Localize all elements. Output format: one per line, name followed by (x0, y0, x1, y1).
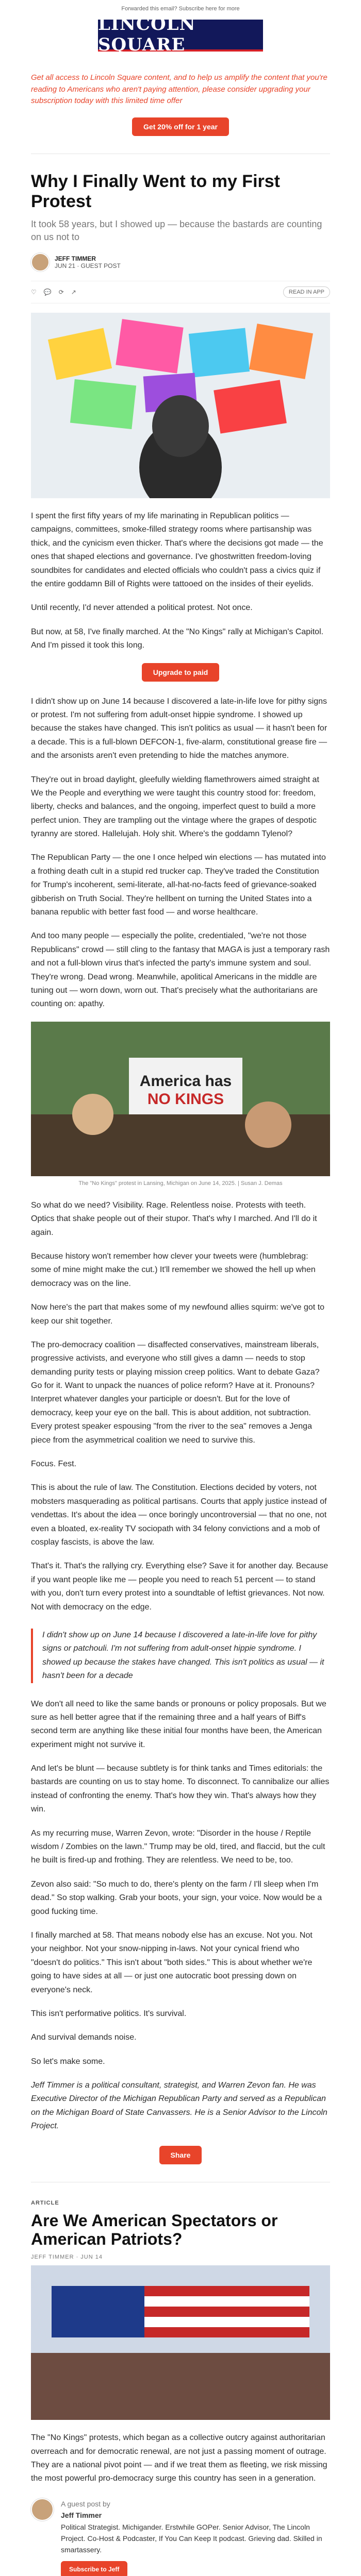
svg-text:America has: America has (139, 1072, 232, 1090)
paragraph: Zevon also said: "So much to do, there's plenty on the farm / I'll sleep when I'm dead." So stop walking. Grab your boots, your sign, your voice. Now would be a good fucking time. (31, 1879, 322, 1916)
brand-logo[interactable]: LINCOLN SQUARE (98, 20, 263, 52)
paragraph: Focus. Fest. (31, 1460, 77, 1469)
paragraph: As my recurring muse, Warren Zevon, wrote: "Disorder in the house / Reptile wisdom / Zombies on the lawn." Trump may be old, tired, and flaccid, but the cult he built is fired-up and frothing. They are relentless. We need to be, too. (31, 1828, 325, 1865)
article-subtitle: It took 58 years, but I showed up — because the bastards are counting on us not to (31, 218, 322, 242)
flags-photo (31, 2265, 330, 2420)
paragraph: The Republican Party — the one I once helped win elections — has mutated into a frothing death cult in a stupid red trucker cap. They've traded the Constitution for Trump's incoherent, semi-literate, all-hat-no-facts feed of grievance-soaked gibberish on Truth Social. They're hellbent on turning the United States into a banana republic with better fast food — and worse healthcare. (31, 853, 326, 917)
paragraph: I finally marched at 58. That means nobody else has an excuse. Not you. Not your neighbor. Not your snow-nipping in-laws. Not your cynical friend who "doesn't do politics." This isn't about "both sides." This is about whether we're going to have sides at all — or just one autocratic boot pressing down on everyone's neck. (31, 1930, 313, 1994)
paragraph: This isn't performative politics. It's survival. (31, 2009, 187, 2018)
paragraph: Until recently, I'd never attended a political protest. Not once. (31, 603, 253, 613)
second-meta: JEFF TIMMER · JUN 14 (31, 2254, 103, 2261)
pull-quote (31, 1629, 330, 1683)
restack-icon[interactable]: ⟳ (58, 289, 64, 296)
rally-photo (31, 1022, 330, 1176)
article-title[interactable]: Why I Finally Went to my First Protest (31, 171, 280, 211)
heart-icon[interactable]: ♡ (31, 289, 37, 296)
hero-protest-image (31, 313, 330, 498)
paragraph: We don't all need to like the same bands or pronouns or policy proposals. But we sure as hell better agree that if the remaining three and a half years of Biff's second term are anything like these initial four months have been, the American experiment might not survive it. (31, 1699, 326, 1749)
paragraph: This is about the rule of law. The Constitution. Elections decided by voters, not mobsters masquerading as political partisans. Courts that apply justice instead of vendettas. It's about the idea — once boringly uncontroversial — that no one, not even a bloated, ex-reality TV sociopath with 34 felony convictions and a mob of cosplay fascists, is above the law. (31, 1483, 327, 1547)
paragraph: But now, at 58, I've finally marched. At the "No Kings" rally at Michigan's Capitol. And I'm pissed it took this long. (31, 627, 324, 650)
byline (31, 253, 330, 272)
guest-name[interactable]: Jeff Timmer (61, 2511, 102, 2520)
post-date: JUN 21 · GUEST POST (55, 262, 121, 270)
avatar[interactable] (31, 253, 50, 272)
guest-bio: Political Strategist. Michigander. Erstwhile GOPer. Senior Advisor, The Lincoln Project. Co-Host & Podcaster, If You Can Keep It podcast. Grieving dad. Skilled in smartassery. (61, 2522, 322, 2554)
author-bio: Jeff Timmer is a political consultant, strategist, and Warren Zevon fan. He was Executive Director of the Michigan Republican Party and served as a Republican on the Michigan Board of State Canvassers. He is a Senior Advisor to the Lincoln Project. (31, 2081, 327, 2131)
read-in-app-button[interactable]: READ IN APP (283, 286, 330, 298)
svg-text:NO KINGS: NO KINGS (147, 1090, 224, 1108)
flag-stripes (52, 2286, 309, 2337)
paragraph: So let's make some. (31, 2057, 105, 2066)
forward-note[interactable]: Forwarded this email? Subscribe here for more (121, 6, 240, 12)
comment-icon[interactable]: 💬 (43, 289, 52, 296)
paragraph: The "No Kings" protests, which began as a collective outcry against authoritarian overreach and for democratic renewal, are not just a passing moment of outrage. They are a national pivot point — and if we treat them as fleeting, we risk missing the most powerful pro-democracy surge this country has seen in a generation. (31, 2433, 327, 2483)
share-icon[interactable]: ↗ (71, 289, 76, 296)
guest-label: A guest post by (61, 2499, 110, 2508)
paragraph: So what do we need? Visibility. Rage. Relentless noise. Protests with teeth. Optics that shake people out of their stupor. That's why I marched. And I'll do it again. (31, 1200, 317, 1237)
paragraph: They're out in broad daylight, gleefully wielding flamethrowers aimed straight at We the People and everything we were taught this country stood for: freedom, liberty, checks and balances, and the ongoing, imperfect quest to build a more perfect union. They are trampling out the vintage where the grapes of despotic tyranny are stored. Hallelujah. Holy shit. Where's the goddamn Tylenol? (31, 775, 319, 839)
subscribe-button[interactable]: Subscribe to Jeff (61, 2561, 127, 2576)
paragraph: The pro-democracy coalition — disaffected conservatives, mainstream liberals, progressive activists, and everyone who still gives a damn — needs to stop demanding purity tests or playing mission creep politics. Want to debate Gaza? Go for it. Want to unpack the nuances of police reform? Have at it. Pronouns? Interpret whatever dangles your participle or doesn't. But for the love of democracy, keep your eye on the ball. This is about addition, not subtraction. Every protest speaker espousing "from the river to the sea" removes a Jenga piece from the asymmetrical coalition we need to survive this. (31, 1340, 320, 1445)
share-button[interactable]: Share (159, 2146, 202, 2164)
paragraph: I spent the first fifty years of my life marinating in Republican politics — campaigns, committees, smoke-filled strategy rooms where partisanship was thick, and the cynicism even thicker. That's where the decisions got made — the ones that shaped elections and governance. I've ghostwritten freedom-loving soundbites for candidates and elected officials who couldn't pass a civics quiz if the entire goddamn Bill of Rights were tattooed on the insides of their eyelids. (31, 512, 323, 589)
paragraph: I didn't show up on June 14 because I discovered a late-in-life love for pithy signs or protest. I'm not suffering from adult-onset hippie syndrome. I showed up because the stakes have changed. This isn't politics as usual — it hasn't been for a decade. This is a full-blown DEFCON-1, five-alarm, constitutional grease fire — and the arsonists aren't even pretending to hide the matches anymore. (31, 697, 327, 760)
section-label: ARTICLE (31, 2199, 59, 2206)
discount-button[interactable]: Get 20% off for 1 year (132, 117, 229, 136)
guest-card (31, 2498, 330, 2576)
author-name[interactable]: JEFF TIMMER (55, 255, 96, 263)
article-actions (31, 281, 330, 303)
photo-caption: The "No Kings" protest in Lansing, Michigan on June 14, 2025. | Susan J. Demas (78, 1180, 283, 1187)
quote-text: I didn't show up on June 14 because I discovered a late-in-life love for pithy signs or patchouli. I'm not suffering from adult-onset hippie syndrome. I showed up because the stakes have changed. This isn't politics as usual — it hasn't been for a decade (42, 1630, 324, 1681)
paragraph: And survival demands noise. (31, 2033, 137, 2042)
upgrade-button[interactable]: Upgrade to paid (142, 663, 220, 682)
paragraph: That's it. That's the rallying cry. Everything else? Save it for another day. Because if you want people like me — people you need to reach 51 percent — to stand with you, don't turn every protest into a soundtable of leftist grievances. Not now. Not with democracy on the edge. (31, 1562, 329, 1612)
second-article-title[interactable]: Are We American Spectators or American Patriots? (31, 2211, 278, 2249)
avatar[interactable] (31, 2498, 54, 2521)
paragraph: Now here's the part that makes some of my newfound allies squirm: we've got to keep our shit together. (31, 1303, 325, 1326)
paragraph: And too many people — especially the polite, credentialed, "we're not those Republicans" crowd — still cling to the fantasy that MAGA is just a temporary rash and not a full-blown virus that's infected the party's immune system and soul. They're wrong. Dead wrong. Meanwhile, apolitical Americans in the middle are tuning out — worn down, worn out. That's precisely what the authoritarians are counting on: apathy. (31, 931, 330, 1009)
paragraph: And let's be blunt — because subtlety is for think tanks and Times editorials: the bastards are counting on us to stay home. To disconnect. To cannibalize our allies instead of confronting the enemy. That's how they win. That's always how they win. (31, 1764, 330, 1814)
paragraph: Because history won't remember how clever your tweets were (humblebrag: some of mine might make the cut.) It'll remember we showed the hell up when democracy was on the line. (31, 1251, 316, 1288)
promo-text: Get all access to Lincoln Square content, and to help us amplify the content that you're reading to Americans who aren't paying attention, please consider upgrading your subscription today with this limited time offer (31, 73, 327, 105)
